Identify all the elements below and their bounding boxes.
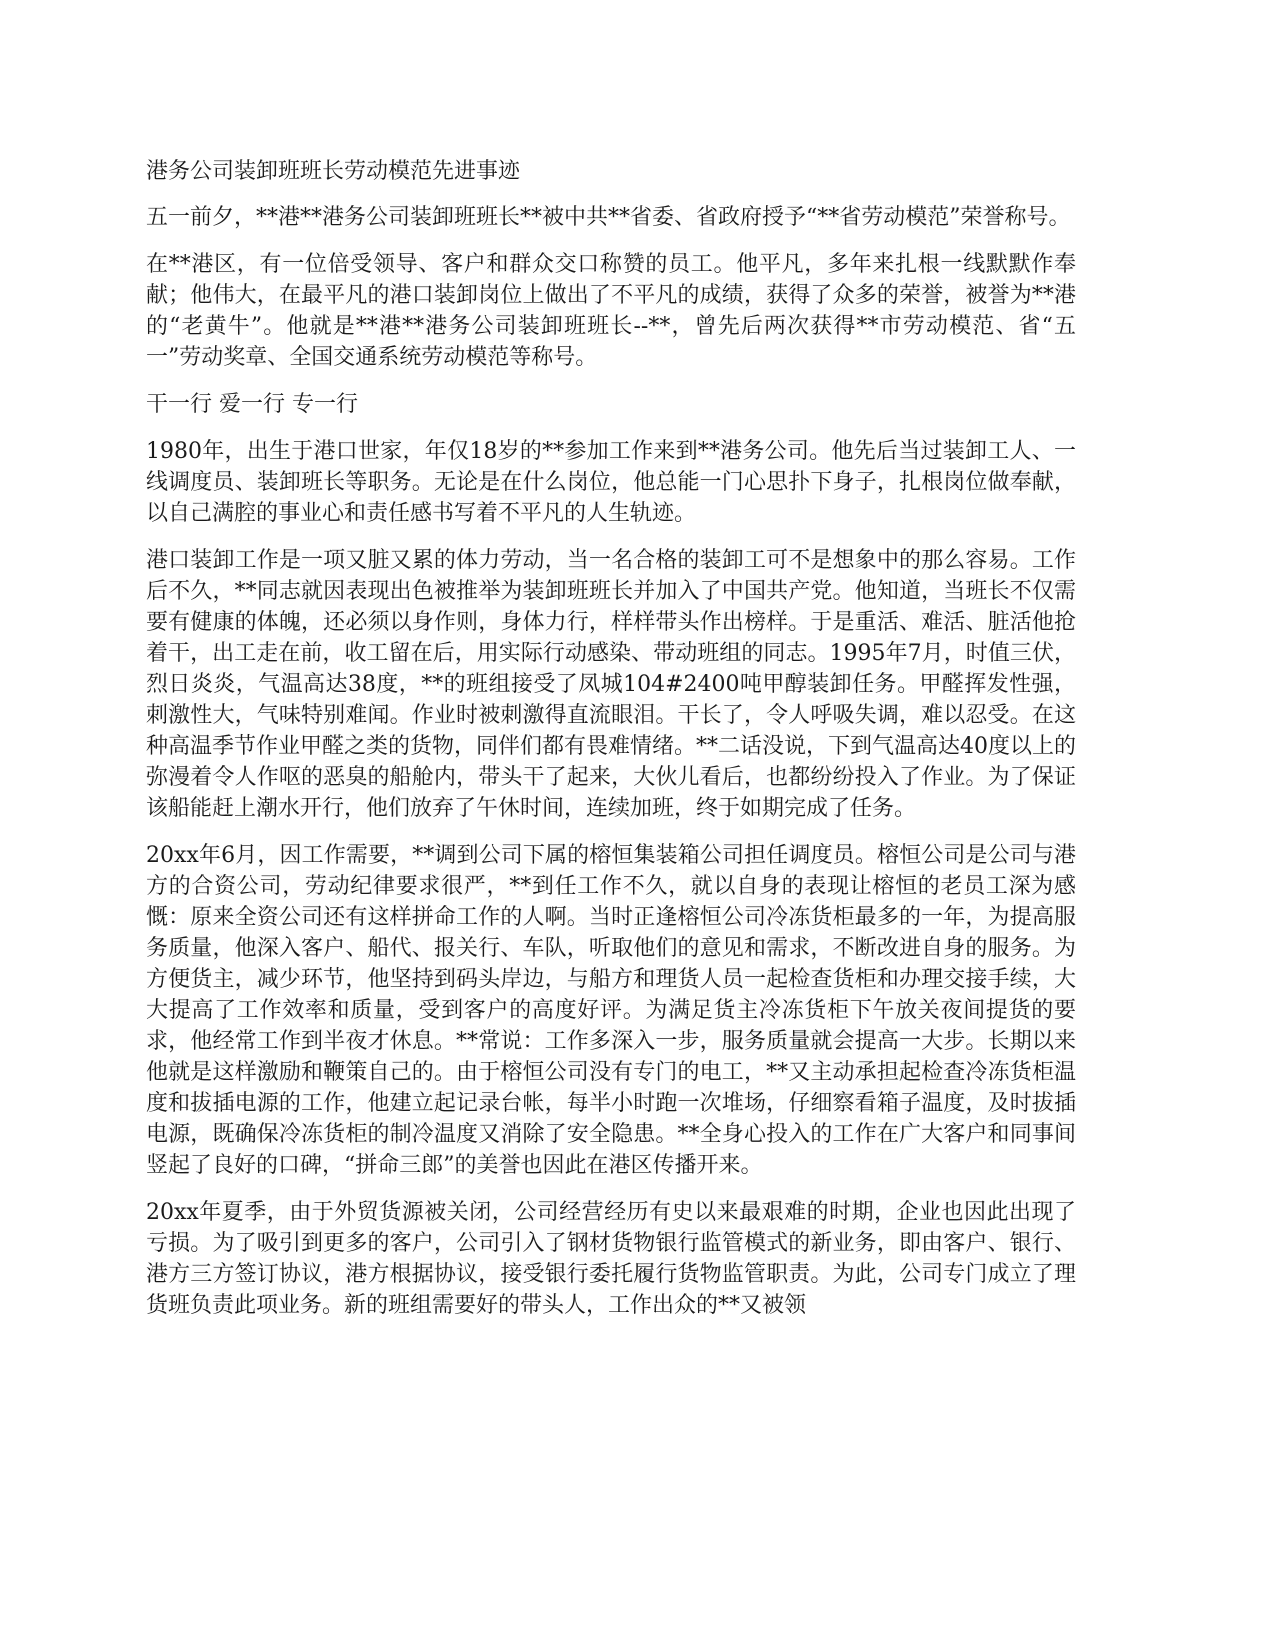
document-title: 港务公司装卸班班长劳动模范先进事迹 [146,159,521,184]
body-paragraph: 1980年，出生于港口世家，年仅18岁的**参加工作来到**港务公司。他先后当过装卸工人、一线调度员、装卸班长等职务。无论是在什么岗位，他总能一门心思扑下身子，扎根岗位做奉献，以自己满腔的事业心和责任感书写着不平凡的人生轨迹。 [146,439,1076,526]
document-page [146,156,1076,1337]
intro-paragraph: 五一前夕，**港**港务公司装卸班班长**被中共**省委、省政府授予“**省劳动模范”荣誉称号。 [146,205,1071,230]
section-heading: 干一行 爱一行 专一行 [146,392,358,417]
body-paragraph: 港口装卸工作是一项又脏又累的体力劳动，当一名合格的装卸工可不是想象中的那么容易。工作后不久，**同志就因表现出色被推举为装卸班班长并加入了中国共产党。他知道，当班长不仅需要有健康的体魄，还必须以身作则，身体力行，样样带头作出榜样。于是重活、难活、脏活他抢着干，出工走在前，收工留在后，用实际行动感染、带动班组的同志。1995年7月，时值三伏，烈日炎炎，气温高达38度，**的班组接受了凤城104#2400吨甲醇装卸任务。甲醛挥发性强，刺激性大，气味特别难闻。作业时被刺激得直流眼泪。干长了，令人呼吸失调，难以忍受。在这种高温季节作业甲醛之类的货物，同伴们都有畏难情绪。**二话没说，下到气温高达40度以上的弥漫着令人作呕的恶臭的船舱内，带头干了起来，大伙儿看后，也都纷纷投入了作业。为了保证该船能赶上潮水开行，他们放弃了午休时间，连续加班，终于如期完成了任务。 [146,548,1076,821]
body-paragraph: 20xx年6月，因工作需要，**调到公司下属的榕恒集装箱公司担任调度员。榕恒公司是公司与港方的合资公司，劳动纪律要求很严，**到任工作不久，就以自身的表现让榕恒的老员工深为感慨：原来全资公司还有这样拼命工作的人啊。当时正逢榕恒公司冷冻货柜最多的一年，为提高服务质量，他深入客户、船代、报关行、车队，听取他们的意见和需求，不断改进自身的服务。为方便货主，减少环节，他坚持到码头岸边，与船方和理货人员一起检查货柜和办理交接手续，大大提高了工作效率和质量，受到客户的高度好评。为满足货主冷冻货柜下午放关夜间提货的要求，他经常工作到半夜才休息。**常说：工作多深入一步，服务质量就会提高一大步。长期以来他就是这样激励和鞭策自己的。由于榕恒公司没有专门的电工，**又主动承担起检查冷冻货柜温度和拔插电源的工作，他建立起记录台帐，每半小时跑一次堆场，仔细察看箱子温度，及时拔插电源，既确保冷冻货柜的制冷温度又消除了安全隐患。**全身心投入的工作在广大客户和同事间竖起了良好的口碑，“拼命三郎”的美誉也因此在港区传播开来。 [146,843,1076,1178]
profile-paragraph: 在**港区，有一位倍受领导、客户和群众交口称赞的员工。他平凡，多年来扎根一线默默作奉献；他伟大，在最平凡的港口装卸岗位上做出了不平凡的成绩，获得了众多的荣誉，被誉为**港的“老黄牛”。他就是**港**港务公司装卸班班长--**，曾先后两次获得**市劳动模范、省“五一”劳动奖章、全国交通系统劳动模范等称号。 [146,252,1076,370]
body-paragraph: 20xx年夏季，由于外贸货源被关闭，公司经营经历有史以来最艰难的时期，企业也因此出现了亏损。为了吸引到更多的客户，公司引入了钢材货物银行监管模式的新业务，即由客户、银行、港方三方签订协议，港方根据协议，接受银行委托履行货物监管职责。为此，公司专门成立了理货班负责此项业务。新的班组需要好的带头人，工作出众的**又被领 [146,1200,1076,1318]
